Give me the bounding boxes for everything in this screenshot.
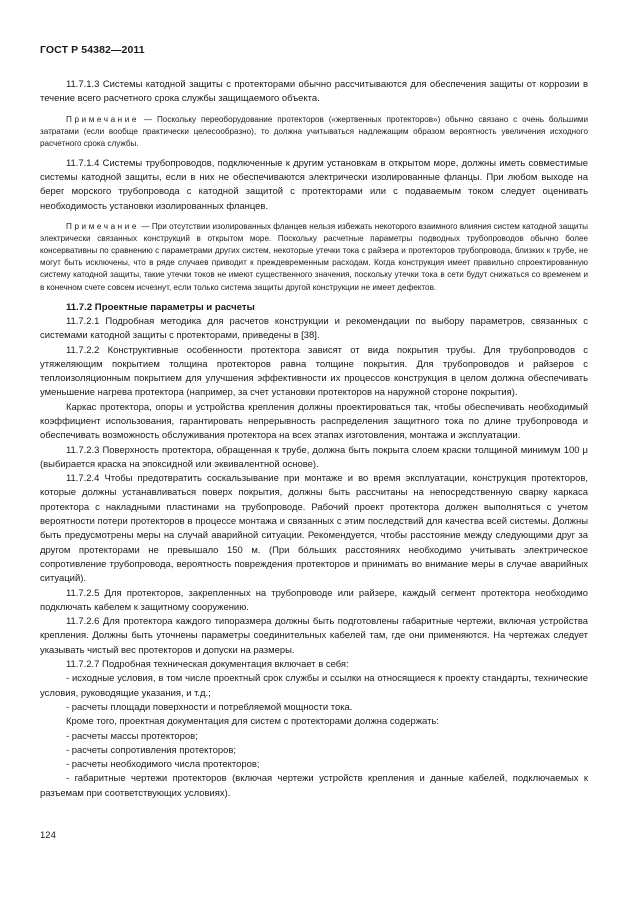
note-text: — Поскольку переоборудование протекторов («жертвенных протекторов») обычно связано с очень большими затратами (если вообще практически целесообразно), то должна учитываться надлежащим образом вероятность увеличения исходного расчетного срока службы. <box>40 114 588 148</box>
standard-header: ГОСТ Р 54382—2011 <box>40 44 145 56</box>
note-label: Примечание <box>66 114 140 124</box>
note-1 <box>40 114 588 150</box>
page-content <box>40 78 588 801</box>
paragraph-11-7-2-5: 11.7.2.5 Для протекторов, закрепленных на трубопроводе или райзере, каждый сегмент протектора необходимо подключать кабелем к защитному сооружению. <box>40 587 588 613</box>
list-item: - расчеты необходимого числа протекторов; <box>66 759 260 771</box>
paragraph-11-7-2-1: 11.7.2.1 Подробная методика для расчетов конструкции и рекомендации по выбору параметров, связанных с системами катодной защиты с протекторами, приведены в [38]. <box>40 315 588 342</box>
paragraph-11-7-2-6: 11.7.2.6 Для протектора каждого типоразмера должны быть подготовлены габаритные чертежи, включая устройства крепления. Должны быть уточнены параметры соединительных кабелей там, где они применяются. На чертежах следует указывать чистый вес протекторов и допуски на размеры. <box>40 616 588 656</box>
list-item: - расчеты массы протекторов; <box>66 730 198 742</box>
paragraph-11-7-2-4: 11.7.2.4 Чтобы предотвратить соскальзывание при монтаже и во время эксплуатации, конструкция протекторов, которые должны устанавливаться поверх покрытия, должны быть рассчитаны на непосредственную сварку каркаса протектора с накладными пластинами на трубопроводе. Рабочий проект протектора должен выполняться с учетом вероятности потери протекторов в процессе монтажа и связанных с этим последствий для качества всей системы. Должны быть предусмотрены меры на случай аварийной ситуации. Рекомендуется, чтобы расстояние между следующими друг за другом протекторами не превышало 150 м. (При бóльших расстояниях необходимо учитывать электрическое сопротивление трубопровода, вероятность повреждения протекторов и принимать во внимание меры в случае аварийных ситуаций). <box>40 473 588 585</box>
list-item: - габаритные чертежи протекторов (включая чертежи устройств крепления и данные кабелей, подключаемых к разъемам при соответствующих условиях). <box>40 773 588 799</box>
paragraph-11-7-1-4: 11.7.1.4 Системы трубопроводов, подключенные к другим установкам в открытом море, должны иметь совместимые системы катодной защиты, если в них не обеспечиваются электрически изолированные фланцы. При любом выходе на берег морского трубопровода с катодной защитой с протекторами или с подаваемым током следует оценивать необходимость установки изолированных фланцев. <box>40 157 588 212</box>
paragraph-11-7-2-2: 11.7.2.2 Конструктивные особенности протектора зависят от вида покрытия трубы. Для трубопроводов с утяжеляющим покрытием толщина протекторов равна толщине покрытия. Для трубопроводов и райзеров с теплоизоляционным покрытием для улучшения эффективности их процессов конструкция в целом должна обеспечивать уменьшение нагрева протектора (например, за счет установки протекторов на наружной стороне покрытия). <box>40 344 588 399</box>
also-intro: Кроме того, проектная документация для систем с протекторами должна содержать: <box>66 716 439 728</box>
list-item: - расчеты площади поверхности и потребляемой мощности тока. <box>66 701 353 713</box>
paragraph-11-7-1-3: 11.7.1.3 Системы катодной защиты с протекторами обычно рассчитываются для обеспечения защиты от коррозии в течение всего расчетного срока службы защищаемого объекта. <box>40 79 588 105</box>
page-number: 124 <box>40 830 56 841</box>
list-item: - расчеты сопротивления протекторов; <box>66 744 236 756</box>
note-2 <box>40 221 588 294</box>
section-heading-11-7-2: 11.7.2 Проектные параметры и расчеты <box>66 301 255 313</box>
note-text: — При отсутствии изолированных фланцев нельзя избежать некоторого взаимного влияния систем катодной защиты электрически связанных конструкций в открытом море. Поскольку расчетные параметры подводных трубопроводов обычно более консервативны по сравнению с параметрами других систем, некоторые утечки тока с райзера и протекторов трубопровода, близких к трубе, не могут быть исключены, что в ряде случаев приводит к преждевременным расходам. Когда конструкция имеет правильно спроектированную систему катодной защиты, такие утечки токов не имеют существенного значения, поскольку утечки тока в сети будут снижаться со временем и в конечном счете совсем исчезнут, если только система защиты другой конструкции не имеет дефектов. <box>40 222 588 292</box>
list-item: - исходные условия, в том числе проектный срок службы и ссылки на относящиеся к проекту стандарты, технические условия, руководящие указания, и т.д.; <box>40 673 588 699</box>
paragraph-11-7-2-7: 11.7.2.7 Подробная техническая документация включает в себя: <box>66 659 349 671</box>
paragraph-frame: Каркас протектора, опоры и устройства крепления должны проектироваться так, чтобы обеспечивать необходимый коэффициент использования, гарантировать непрерывность распределения защитного тока по длине трубопровода и обеспечивать возможность обслуживания протектора на всех этапах изготовления, монтажа и эксплуатации. <box>40 401 588 442</box>
note-label: Примечание <box>66 222 140 232</box>
paragraph-11-7-2-3: 11.7.2.3 Поверхность протектора, обращенная к трубе, должна быть покрыта слоем краски толщиной минимум 100 μ (выбирается краска на эпоксидной или эквивалентной основе). <box>40 444 588 470</box>
